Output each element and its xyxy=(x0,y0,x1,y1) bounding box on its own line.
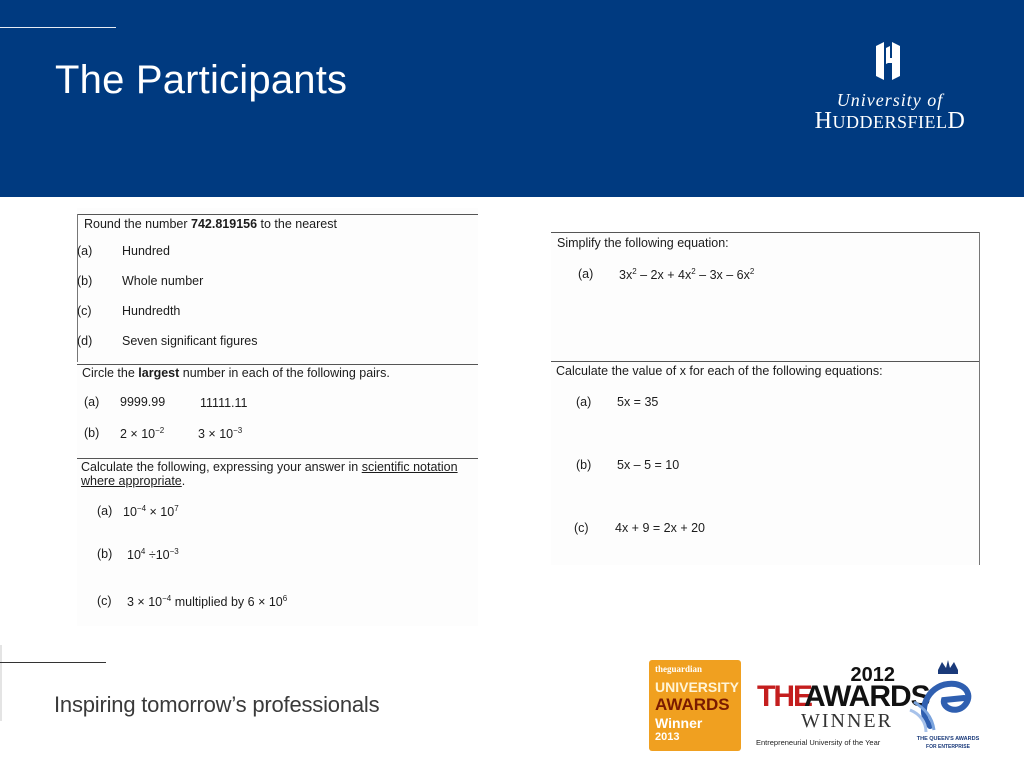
q3-prompt-line1: Calculate the following, expressing your answer in scientific notation xyxy=(81,460,458,474)
header-band xyxy=(0,0,1024,197)
footer-rule xyxy=(0,662,106,663)
the-awards-the: THE xyxy=(757,680,811,713)
guardian-line-winner: Winner xyxy=(655,715,703,731)
q2-b-left: $2 \times 10^{-2}$ xyxy=(120,426,165,441)
q3-item-c: $3 \times 10^{-4}$ multiplied by $6 \times 10^6$ xyxy=(127,594,288,609)
q1-item-a: Hundred xyxy=(122,244,170,258)
q3-label-a: (a) xyxy=(97,504,113,518)
q1-item-c: Hundredth xyxy=(122,304,181,318)
q3-label-c: (c) xyxy=(97,594,112,608)
slide-title: The Participants xyxy=(55,58,348,102)
q3-item-b: $10^4 \div 10^{-3}$ xyxy=(127,547,179,562)
queens-award-line1: THE QUEEN'S AWARDS xyxy=(916,736,980,742)
q2-prompt: Circle the largest number in each of the following pairs. xyxy=(82,366,390,380)
guardian-line-university: UNIVERSITY xyxy=(655,679,740,695)
footer-side-rule xyxy=(0,645,2,721)
q5-label-c: (c) xyxy=(574,521,589,535)
university-logo xyxy=(800,40,980,140)
q5-label-b: (b) xyxy=(576,458,592,472)
q5-item-c: 4x + 9 = 2x + 20 xyxy=(615,521,705,535)
guardian-awards-badge xyxy=(649,660,741,751)
the-awards-awards: AWARDS xyxy=(804,680,930,713)
q1-label-d: (d) xyxy=(77,334,93,348)
the-awards-badge xyxy=(755,664,930,750)
q4-label-a: (a) xyxy=(578,267,594,281)
q3-label-b: (b) xyxy=(97,547,113,561)
footer-tagline: Inspiring tomorrow’s professionals xyxy=(54,692,380,717)
university-crest-icon xyxy=(872,40,906,82)
the-awards-winner: WINNER xyxy=(801,710,893,732)
q1-label-c: (c) xyxy=(77,304,92,318)
the-awards-year: 2012 xyxy=(850,664,895,686)
guardian-line-awards: AWARDS xyxy=(655,695,730,714)
logo-line-university: University of xyxy=(836,90,944,110)
header-rule xyxy=(0,27,116,28)
q1-prompt: Round the number 742.819156 to the nearest xyxy=(84,217,337,231)
logo-line-huddersfield: HUDDERSFIELD xyxy=(814,108,966,134)
queens-award-emblem-icon xyxy=(908,656,988,736)
q5-item-b: 5x – 5 = 10 xyxy=(617,458,680,472)
worksheet-scan-right xyxy=(551,232,980,565)
worksheet-scan-left xyxy=(77,208,478,626)
q3-item-a: $10^{-4} \times 10^7$ xyxy=(123,504,179,519)
q3-prompt-line2: where appropriate. xyxy=(81,474,186,488)
q5-item-a: 5x = 35 xyxy=(617,395,659,409)
q5-label-a: (a) xyxy=(576,395,592,409)
q4-prompt: Simplify the following equation: xyxy=(557,236,729,250)
q2-b-right: $3 \times 10^{-3}$ xyxy=(198,426,243,441)
q2-a-right: 11111.11 xyxy=(200,396,248,410)
q1-label-b: (b) xyxy=(77,274,93,288)
q5-prompt: Calculate the value of x for each of the following equations: xyxy=(556,364,883,378)
queens-award-line2: FOR ENTERPRISE xyxy=(926,744,970,750)
q2-label-b: (b) xyxy=(84,426,100,440)
guardian-year: 2013 xyxy=(655,731,680,743)
q2-a-left: 9999.99 xyxy=(120,395,166,409)
q1-item-d: Seven significant figures xyxy=(122,334,258,348)
the-awards-caption: Entrepreneurial University of the Year xyxy=(756,738,881,747)
q2-label-a: (a) xyxy=(84,395,100,409)
queens-award-badge xyxy=(908,656,988,752)
q1-item-b: Whole number xyxy=(122,274,204,288)
q4-expression: $3x^2 - 2x + 4x^2 - 3x - 6x^2$ xyxy=(619,267,755,282)
q1-label-a: (a) xyxy=(77,244,93,258)
guardian-brand: theguardian xyxy=(655,664,703,674)
